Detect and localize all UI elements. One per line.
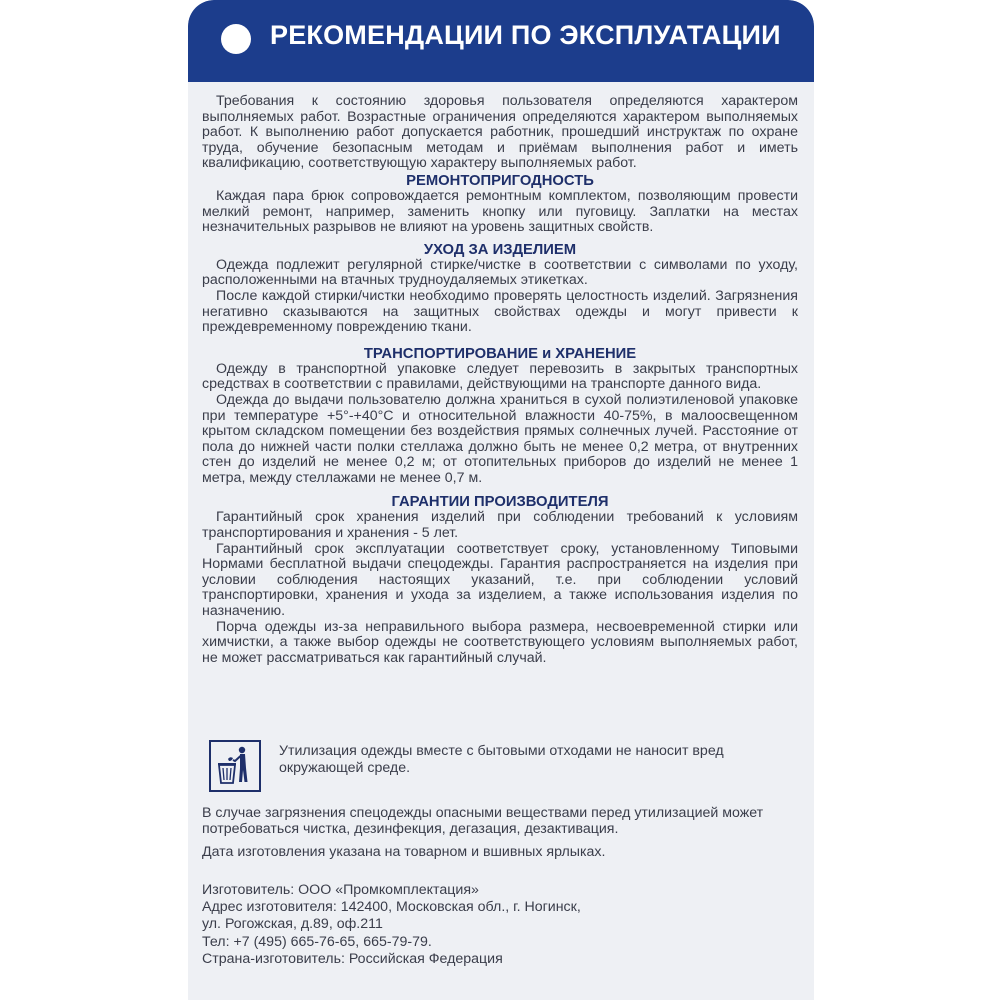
hang-hole xyxy=(221,24,251,54)
trash-bin-person-icon xyxy=(209,740,261,792)
manufacturer-address-1: Адрес изготовителя: 142400, Московская обл., г. Ногинск, xyxy=(202,899,581,916)
manufacturer-name: Изготовитель: ООО «Промкомплектация» xyxy=(202,882,479,898)
page-title: РЕКОМЕНДАЦИИ ПО ЭКСПЛУАТАЦИИ xyxy=(270,20,781,50)
warranty-paragraph-2: Гарантийный срок эксплуатации соответствует сроку, установленному Типовыми Нормами бесплатной выдачи спецодежды. Гарантия распространяется на изделия при условии соблюдения настоящих указаний, т.е. при соблюдении условий транспортировки, хранения и ухода за изделием, а также использования изделия по назначению. xyxy=(202,540,798,620)
disposal-text: Утилизация одежды вместе с бытовыми отходами не наносит вред окружающей среде. xyxy=(279,743,724,776)
warranty-heading: ГАРАНТИИ ПРОИЗВОДИТЕЛЯ xyxy=(391,494,609,511)
date-note: Дата изготовления указана на товарном и вшивных ярлыках. xyxy=(202,844,606,861)
instruction-card xyxy=(188,0,814,1000)
hazard-note: В случае загрязнения спецодежды опасными веществами перед утилизацией может потребоваться чистка, дезинфекция, дегазация, дезактивация. xyxy=(202,805,764,837)
care-paragraph-1: Одежда подлежит регулярной стирке/чистке в соответствии с символами по уходу, расположенными на втачных трудноудаляемых этикетках. xyxy=(202,256,798,289)
transport-heading: ТРАНСПОРТИРОВАНИЕ и ХРАНЕНИЕ xyxy=(363,345,637,362)
care-heading: УХОД ЗА ИЗДЕЛИЕМ xyxy=(423,241,577,258)
intro-paragraph: Требования к состоянию здоровья пользователя определяются характером выполняемых работ. Возрастные ограничения определяются характером выполняемых работ. К выполнению работ допускается работник, прошедший инструктаж по охране труда, обучение безопасным методам и приёмам выполнения работ и иметь квалификацию, соответствующую характеру выполняемых работ. xyxy=(202,93,798,172)
manufacturer-country: Страна-изготовитель: Российская Федерация xyxy=(202,950,503,967)
transport-paragraph-1: Одежду в транспортной упаковке следует перевозить в закрытых транспортных средствах в соответствии с правилами, действующими на транспорте данного вида. xyxy=(202,360,798,393)
header-banner xyxy=(188,0,814,82)
warranty-paragraph-1: Гарантийный срок хранения изделий при соблюдении требований к условиям транспортирования и хранения - 5 лет. xyxy=(202,509,798,542)
repair-heading: РЕМОНТОПРИГОДНОСТЬ xyxy=(406,172,594,189)
manufacturer-address-2: ул. Рогожская, д.89, оф.211 xyxy=(202,916,383,933)
manufacturer-phone: Тел: +7 (495) 665-76-65, 665-79-79. xyxy=(202,933,432,950)
care-paragraph-2: После каждой стирки/чистки необходимо проверять целостность изделий. Загрязнения негативно сказываются на защитных свойствах одежды и могут привести к преждевременному повреждению ткани. xyxy=(202,287,798,336)
repair-paragraph: Каждая пара брюк сопровождается ремонтным комплектом, позволяющим провести мелкий ремонт, например, заменить кнопку или пуговицу. Заплатки на местах незначительных разрывов не влияют на уровень защитных свойств. xyxy=(202,187,798,236)
disposal-section xyxy=(209,740,789,800)
warranty-paragraph-3: Порча одежды из-за неправильного выбора размера, несвоевременной стирки или химчистки, а также выбор одежды не соответствующего условиям выполняемых работ, не может рассматриваться как гарантийный случай. xyxy=(202,618,798,666)
content-body xyxy=(202,94,798,666)
transport-paragraph-2: Одежда до выдачи пользователю должна храниться в сухой полиэтиленовой упаковке при температуре +5°-+40°С и относительной влажности 40-75%, в малоосвещенном крытом складском помещении без воздействия прямых солнечных лучей. Расстояние от пола до нижней части полки стеллажа должно быть не менее 0,2 метра, от внутренних стен до изделий не менее 0,2 м; от отопительных приборов до изделий не менее 1 метра, между стеллажами не менее 0,7 м. xyxy=(202,391,798,486)
manufacturer-info xyxy=(202,882,798,968)
notes-section xyxy=(202,806,798,861)
